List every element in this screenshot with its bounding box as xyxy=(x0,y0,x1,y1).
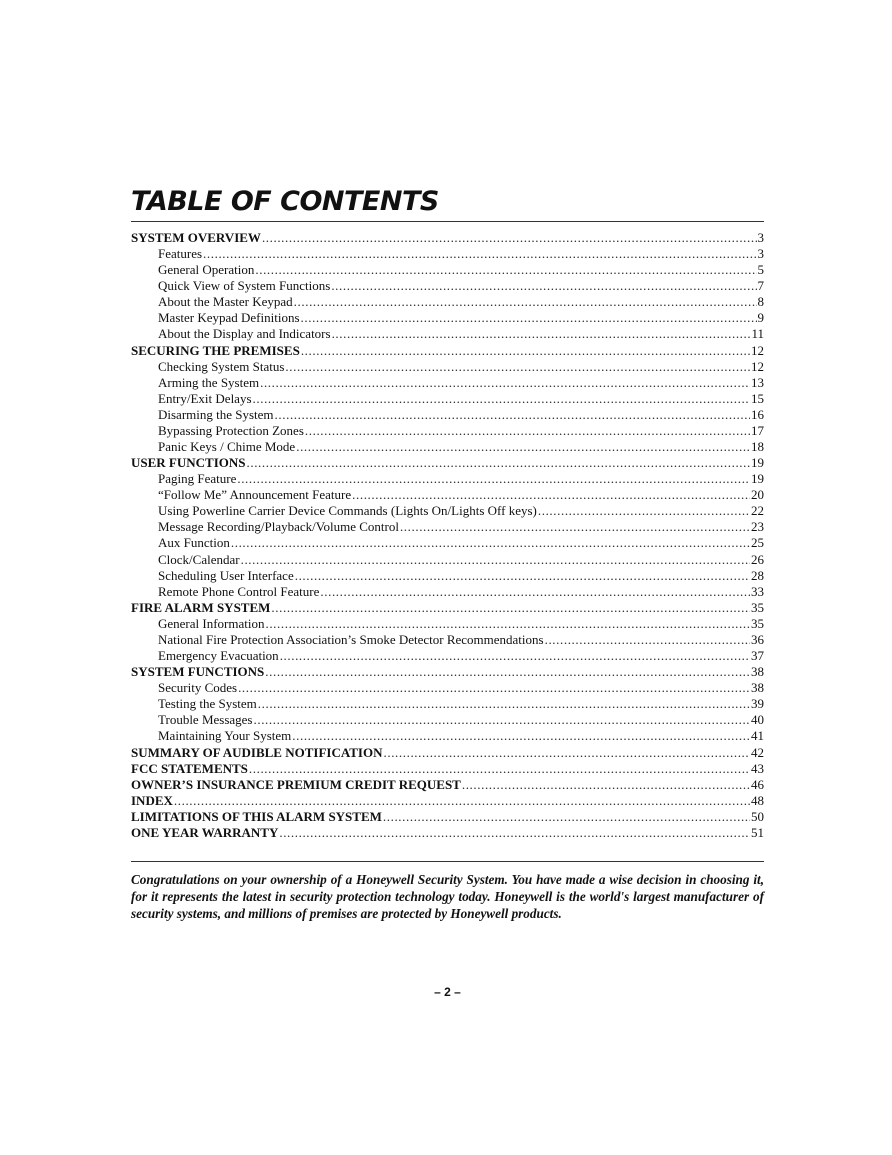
toc-subsection-entry xyxy=(131,423,764,439)
toc-entry-label: Entry/Exit Delays xyxy=(158,390,252,406)
toc-section-entry xyxy=(131,825,764,841)
toc-entry-page: 16 xyxy=(751,406,764,422)
toc-subsection-entry xyxy=(131,278,764,294)
toc-entry-page: 7 xyxy=(757,278,764,294)
toc-entry-page: 3 xyxy=(757,246,764,262)
toc-section-entry xyxy=(131,600,764,616)
table-of-contents xyxy=(131,230,764,841)
toc-leader-dots xyxy=(237,471,750,487)
toc-entry-page: 39 xyxy=(751,696,764,712)
toc-entry-label: Disarming the System xyxy=(158,406,274,422)
toc-leader-dots xyxy=(203,246,756,262)
toc-entry-page: 20 xyxy=(751,487,764,503)
toc-leader-dots xyxy=(285,359,750,375)
toc-entry-page: 40 xyxy=(751,712,764,728)
toc-entry-page: 38 xyxy=(751,664,764,680)
toc-leader-dots xyxy=(320,584,750,600)
toc-entry-label: SYSTEM OVERVIEW xyxy=(131,230,261,245)
toc-entry-page: 50 xyxy=(751,808,764,824)
toc-leader-dots xyxy=(538,503,750,519)
toc-subsection-entry xyxy=(131,326,764,342)
toc-entry-page: 48 xyxy=(751,792,764,808)
toc-subsection-entry xyxy=(131,439,764,455)
toc-entry-page: 19 xyxy=(751,471,764,487)
intro-paragraph: Congratulations on your ownership of a Honeywell Security System. You have made a wise decision in choosing it, for it represents the latest in security protection technology today. Honeywell is the world's largest manufacturer of security systems, and millions of premises are protected by Honeywell products. xyxy=(131,872,764,921)
toc-entry-label: SUMMARY OF AUDIBLE NOTIFICATION xyxy=(131,744,383,760)
toc-entry-label: SYSTEM FUNCTIONS xyxy=(131,664,265,680)
toc-leader-dots xyxy=(265,616,750,632)
toc-subsection-entry xyxy=(131,712,764,728)
toc-leader-dots xyxy=(253,391,750,407)
toc-leader-dots xyxy=(255,262,756,278)
toc-subsection-entry xyxy=(131,552,764,568)
toc-leader-dots xyxy=(260,375,750,391)
toc-leader-dots xyxy=(301,343,750,359)
toc-entry-label: Testing the System xyxy=(158,696,257,712)
toc-leader-dots xyxy=(174,793,750,809)
toc-leader-dots xyxy=(292,728,750,744)
toc-leader-dots xyxy=(331,278,756,294)
toc-entry-page: 22 xyxy=(751,503,764,519)
toc-leader-dots xyxy=(231,535,750,551)
toc-entry-label: Bypassing Protection Zones xyxy=(158,422,304,438)
toc-subsection-entry xyxy=(131,391,764,407)
toc-subsection-entry xyxy=(131,728,764,744)
toc-leader-dots xyxy=(247,455,751,471)
toc-entry-page: 26 xyxy=(751,551,764,567)
toc-leader-dots xyxy=(280,648,750,664)
toc-leader-dots xyxy=(238,680,750,696)
toc-entry-label: Paging Feature xyxy=(158,471,237,487)
toc-section-entry xyxy=(131,230,764,246)
toc-subsection-entry xyxy=(131,632,764,648)
toc-entry-label: FCC STATEMENTS xyxy=(131,760,248,776)
toc-entry-page: 23 xyxy=(751,519,764,535)
toc-entry-page: 42 xyxy=(751,744,764,760)
toc-entry-page: 28 xyxy=(751,567,764,583)
toc-section-entry xyxy=(131,664,764,680)
toc-leader-dots xyxy=(275,407,750,423)
toc-entry-page: 37 xyxy=(751,648,764,664)
toc-leader-dots xyxy=(545,632,750,648)
toc-entry-label: Panic Keys / Chime Mode xyxy=(158,439,296,455)
toc-leader-dots xyxy=(294,294,757,310)
toc-subsection-entry xyxy=(131,487,764,503)
toc-subsection-entry xyxy=(131,648,764,664)
toc-entry-label: National Fire Protection Association’s Smoke Detector Recommendations xyxy=(158,631,544,647)
toc-entry-label: Arming the System xyxy=(158,374,260,390)
toc-entry-label: USER FUNCTIONS xyxy=(131,455,246,471)
toc-section-entry xyxy=(131,793,764,809)
toc-leader-dots xyxy=(271,600,750,616)
toc-entry-page: 35 xyxy=(751,615,764,631)
toc-entry-page: 12 xyxy=(751,358,764,374)
toc-entry-label: LIMITATIONS OF THIS ALARM SYSTEM xyxy=(131,808,382,824)
toc-entry-page: 9 xyxy=(757,310,764,326)
toc-entry-label: FIRE ALARM SYSTEM xyxy=(131,599,271,615)
toc-entry-label: About the Master Keypad xyxy=(158,294,293,310)
toc-leader-dots xyxy=(400,519,750,535)
toc-entry-label: “Follow Me” Announcement Feature xyxy=(158,487,352,503)
toc-entry-page: 3 xyxy=(757,230,764,245)
toc-subsection-entry xyxy=(131,584,764,600)
toc-leader-dots xyxy=(249,761,750,777)
toc-entry-page: 12 xyxy=(751,342,764,358)
toc-subsection-entry xyxy=(131,535,764,551)
toc-subsection-entry xyxy=(131,680,764,696)
toc-entry-label: ONE YEAR WARRANTY xyxy=(131,824,279,840)
toc-entry-label: OWNER’S INSURANCE PREMIUM CREDIT REQUEST xyxy=(131,776,461,792)
toc-entry-page: 17 xyxy=(751,422,764,438)
toc-entry-label: Scheduling User Interface xyxy=(158,567,294,583)
toc-leader-dots xyxy=(462,777,750,793)
toc-entry-page: 33 xyxy=(751,583,764,599)
toc-subsection-entry xyxy=(131,246,764,262)
toc-leader-dots xyxy=(295,568,750,584)
toc-leader-dots xyxy=(262,230,757,246)
toc-entry-label: INDEX xyxy=(131,792,173,808)
toc-leader-dots xyxy=(241,552,750,568)
toc-entry-page: 15 xyxy=(751,390,764,406)
toc-subsection-entry xyxy=(131,503,764,519)
toc-subsection-entry xyxy=(131,616,764,632)
toc-subsection-entry xyxy=(131,375,764,391)
toc-entry-page: 13 xyxy=(751,374,764,390)
toc-leader-dots xyxy=(383,809,750,825)
toc-leader-dots xyxy=(279,825,750,841)
toc-entry-page: 51 xyxy=(751,824,764,840)
toc-entry-label: Master Keypad Definitions xyxy=(158,310,300,326)
toc-entry-page: 38 xyxy=(751,680,764,696)
toc-entry-label: Maintaining Your System xyxy=(158,728,292,744)
toc-entry-page: 19 xyxy=(751,455,764,471)
toc-leader-dots xyxy=(352,487,750,503)
toc-leader-dots xyxy=(384,745,751,761)
toc-entry-page: 35 xyxy=(751,599,764,615)
toc-entry-page: 46 xyxy=(751,776,764,792)
toc-entry-page: 11 xyxy=(751,326,764,342)
page-number: – 2 – xyxy=(434,985,461,999)
toc-entry-label: Remote Phone Control Feature xyxy=(158,583,320,599)
toc-leader-dots xyxy=(296,439,750,455)
toc-section-entry xyxy=(131,777,764,793)
toc-subsection-entry xyxy=(131,310,764,326)
toc-section-entry xyxy=(131,343,764,359)
toc-subsection-entry xyxy=(131,471,764,487)
toc-entry-label: Aux Function xyxy=(158,535,230,551)
toc-entry-label: Features xyxy=(158,246,203,262)
toc-entry-label: General Information xyxy=(158,615,265,631)
toc-section-entry xyxy=(131,455,764,471)
toc-entry-label: Trouble Messages xyxy=(158,712,253,728)
toc-entry-label: General Operation xyxy=(158,262,255,278)
toc-entry-page: 18 xyxy=(751,439,764,455)
toc-entry-label: Using Powerline Carrier Device Commands (Lights On/Lights Off keys) xyxy=(158,503,537,519)
toc-subsection-entry xyxy=(131,696,764,712)
page-title: TABLE OF CONTENTS xyxy=(131,186,439,217)
toc-entry-page: 25 xyxy=(751,535,764,551)
toc-entry-page: 5 xyxy=(757,262,764,278)
toc-entry-label: Security Codes xyxy=(158,680,238,696)
toc-entry-label: SECURING THE PREMISES xyxy=(131,342,300,358)
toc-entry-page: 36 xyxy=(751,631,764,647)
toc-entry-label: Clock/Calendar xyxy=(158,551,240,567)
toc-subsection-entry xyxy=(131,568,764,584)
intro-divider xyxy=(131,861,764,862)
toc-section-entry xyxy=(131,745,764,761)
toc-entry-label: Checking System Status xyxy=(158,358,285,374)
toc-entry-page: 8 xyxy=(757,294,764,310)
toc-leader-dots xyxy=(332,326,751,342)
toc-section-entry xyxy=(131,761,764,777)
toc-subsection-entry xyxy=(131,262,764,278)
toc-entry-label: Message Recording/Playback/Volume Control xyxy=(158,519,399,535)
toc-section-entry xyxy=(131,809,764,825)
toc-subsection-entry xyxy=(131,519,764,535)
toc-leader-dots xyxy=(305,423,750,439)
toc-entry-page: 43 xyxy=(751,760,764,776)
toc-subsection-entry xyxy=(131,407,764,423)
toc-leader-dots xyxy=(258,696,750,712)
toc-leader-dots xyxy=(301,310,757,326)
toc-entry-label: Quick View of System Functions xyxy=(158,278,331,294)
toc-leader-dots xyxy=(254,712,751,728)
toc-entry-label: Emergency Evacuation xyxy=(158,648,279,664)
title-divider xyxy=(131,221,764,222)
toc-subsection-entry xyxy=(131,294,764,310)
toc-entry-label: About the Display and Indicators xyxy=(158,326,331,342)
toc-leader-dots xyxy=(265,664,750,680)
toc-subsection-entry xyxy=(131,359,764,375)
toc-entry-page: 41 xyxy=(751,728,764,744)
